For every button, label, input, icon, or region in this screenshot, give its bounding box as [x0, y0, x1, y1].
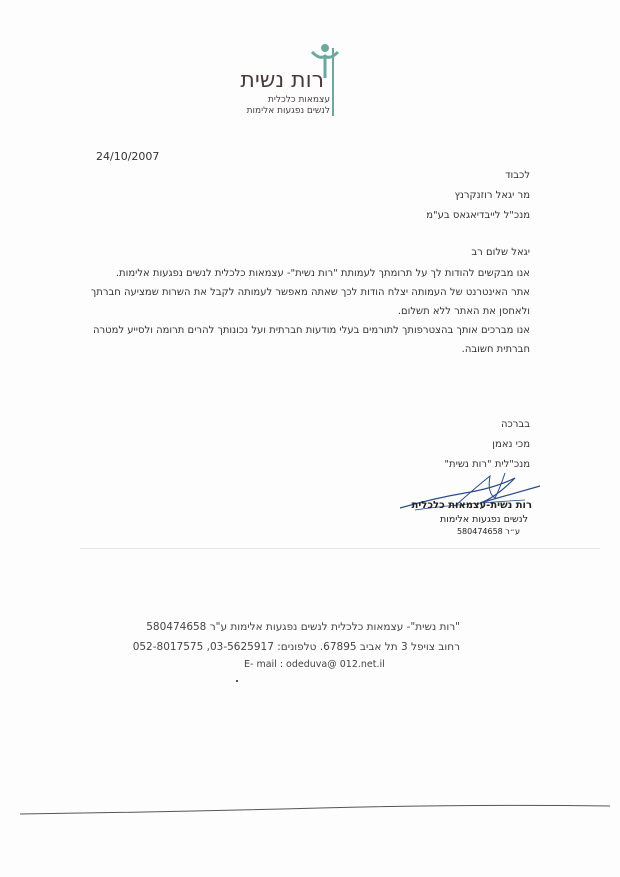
body-line: אנו מבקשים להודות לך על תרומתך לעמותת "רות נשית"- עצמאות כלכלית לנשים נפגעות אלימות. — [115, 268, 530, 279]
body-line: אתר האינטרנט של העמותה יצלח הודות לכך שאתה מאפשר לעמותה לקבל את השרות שמציעה חברתך — [90, 287, 530, 298]
footer-email-line: E- mail : odeduva@ 012.net.il — [244, 659, 385, 670]
stamp-org-name: רות נשית-עצמאות כלכלית — [411, 500, 532, 511]
signer-title: מנכ"לית "רות נשית" — [444, 459, 530, 470]
stamp-registration: ע״ר 580474658 — [456, 527, 520, 536]
signer-name: מכי נאמן — [492, 439, 530, 450]
closing: בברכה — [500, 419, 530, 430]
logo-subtagline: לנשים נפגעות אלימות — [246, 106, 330, 116]
recipient-title: מנכ"ל לייבדיאגאס בע"מ — [426, 210, 530, 221]
body-line: ולאחסן את האתר ללא תשלום. — [397, 306, 530, 317]
body-line: חברתית חשובה. — [461, 344, 530, 355]
letter-date: 24/10/2007 — [96, 150, 160, 163]
salutation: לכבוד — [505, 170, 530, 181]
body-line: אנו מברכים אותך בהצטרפותך לתורמים בעלי מודעות חברתית ועל נכונותך להרים תרומה ולסייע למטרה — [92, 325, 530, 336]
page-divider — [80, 548, 600, 549]
footer-org-line: "רות נשית"- עצמאות כלכלית לנשים נפגעות אלימות ע"ר 580474658 — [146, 621, 460, 633]
footer-address-line: רחוב צויפל 3 תל אביב 67895. טלפונים: 03-5625917, 052-8017575 — [132, 641, 460, 653]
logo-divider-bar — [332, 48, 334, 116]
scan-speck — [236, 680, 238, 682]
greeting: יגאל שלום רב — [471, 247, 530, 258]
bottom-rule-line — [20, 800, 610, 820]
organization-logo — [240, 40, 370, 120]
stamp-tagline: לנשים נפגעות אלימות — [440, 514, 528, 525]
recipient-name: מר יגאל רוזנקרנץ — [454, 190, 530, 201]
logo-name: רות נשית — [240, 68, 324, 93]
logo-tagline: עצמאות כלכלית — [267, 95, 330, 105]
